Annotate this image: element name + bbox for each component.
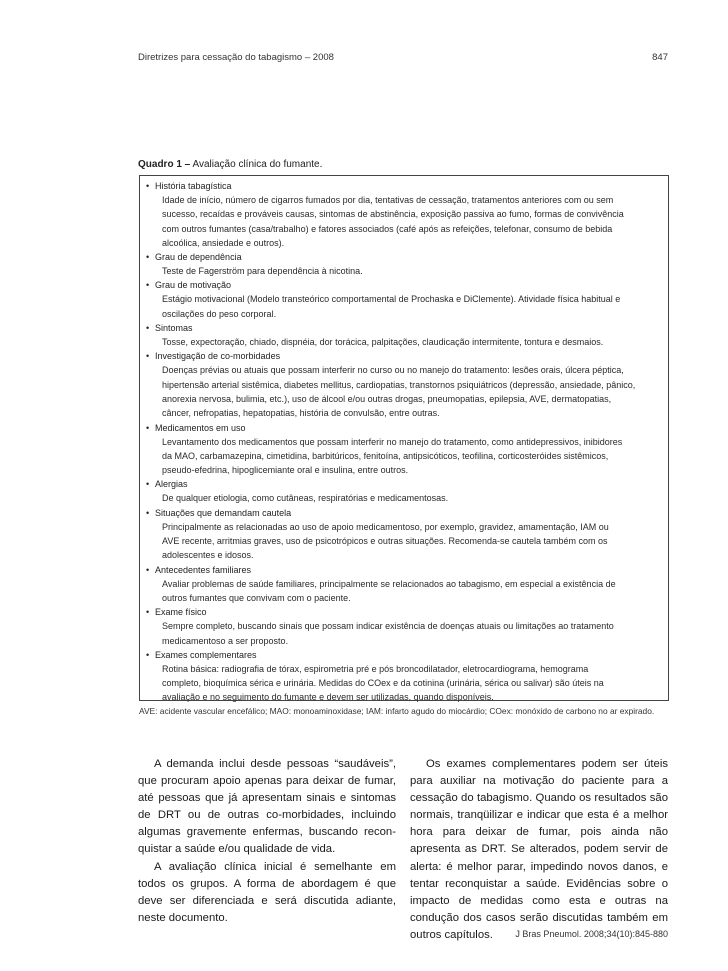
assessment-item-description — [162, 292, 660, 321]
body-paragraph: A avaliação clínica inicial é semelhante em todos os grupos. A forma de abordagem é que deve ser diferenciada e será discutida adiante, neste documento. — [138, 860, 396, 924]
description-line: completo, bioquímica sérica e urinária. Medidas do COex e da cotinina (urinária, sérica ou salivar) são úteis na — [162, 678, 604, 689]
assessment-table-box — [139, 175, 669, 701]
description-line: Tosse, expectoração, chiado, dispnéia, dor torácica, palpitações, claudicação intermitente, tontura e desmaios. — [162, 337, 604, 348]
description-line: Rotina básica: radiografia de tórax, espirometria pré e pós broncodilatador, eletrocardiograma, hemograma — [162, 663, 589, 674]
assessment-item-title: • Grau de motivação — [146, 280, 232, 291]
assessment-item-description — [162, 335, 660, 349]
assessment-item-title: • Sintomas — [146, 323, 193, 334]
assessment-item-list — [140, 176, 668, 705]
assessment-item-description — [162, 264, 660, 278]
assessment-item-title: • Exame físico — [146, 607, 207, 618]
description-line: pseudo-efedrina, hipoglicemiante oral e insulina, entre outros. — [162, 465, 409, 476]
bullet-icon: • — [146, 479, 150, 490]
assessment-item — [146, 278, 660, 321]
assessment-item — [146, 179, 660, 250]
description-line: AVE recente, arritmias graves, uso de psicotrópicos e outras situações. Recomenda-se cautela também com os — [162, 536, 608, 547]
assessment-item-title: • Alergias — [146, 479, 188, 490]
assessment-item-description — [162, 435, 660, 478]
assessment-item-title: • Medicamentos em uso — [146, 422, 246, 433]
bullet-icon: • — [146, 564, 150, 575]
description-line: câncer, nefropatias, hepatopatias, história de convulsão, entre outras. — [162, 408, 440, 419]
assessment-item — [146, 506, 660, 563]
table-footnote: AVE: acidente vascular encefálico; MAO: monoaminoxidase; IAM: infarto agudo do miocárdio; COex: monóxido de carbono no ar expirado. — [139, 706, 655, 716]
description-line: da MAO, carbamazepina, cimetidina, barbitúricos, fenitoína, antipsicóticos, teofilina, corticosteróides sistêmicos, — [162, 450, 609, 461]
running-header — [138, 52, 668, 66]
bullet-icon: • — [146, 607, 150, 618]
description-line: outros fumantes que convivam com o paciente. — [162, 592, 351, 603]
description-line: Principalmente as relacionadas ao uso de apoio medicamentoso, por exemplo, gravidez, amamentação, IAM ou — [162, 521, 609, 532]
bullet-icon: • — [146, 649, 150, 660]
assessment-item-description — [162, 491, 660, 505]
bullet-icon: • — [146, 351, 150, 362]
assessment-item-title: • Exames complementares — [146, 649, 257, 660]
assessment-item — [146, 563, 660, 606]
assessment-item-description — [162, 193, 660, 250]
assessment-item — [146, 477, 660, 505]
description-line: avaliação e no seguimento do fumante e devem ser utilizadas, quando disponíveis. — [162, 692, 494, 703]
description-line: sucesso, recaídas e prováveis causas, sintomas de abstinência, exposição passiva ao fumo, formas de convivência — [162, 209, 624, 220]
assessment-item-description — [162, 577, 660, 606]
description-line: adolescentes e idosos. — [162, 550, 254, 561]
body-paragraph: A demanda inclui desde pessoas “saudáveis”, que procuram apoio apenas para deixar de fumar, até pessoas que já apresentam sinais e sintomas de DRT ou de outras co-morbidades, incluindo algumas gravemente enfermas, buscando reconquistar a saúde e/ou qualidade de vida. — [138, 758, 396, 856]
bullet-icon: • — [146, 280, 150, 291]
assessment-item — [146, 250, 660, 278]
left-column — [138, 756, 396, 927]
assessment-item-description — [162, 520, 660, 563]
assessment-item — [146, 648, 660, 705]
description-line: alcoólica, ansiedade e outros). — [162, 237, 285, 248]
assessment-item-title: • Antecedentes familiares — [146, 564, 252, 575]
assessment-item — [146, 349, 660, 420]
bullet-icon: • — [146, 507, 150, 518]
body-paragraph: Os exames complementares podem ser úteis para auxiliar na motivação do paciente para a cessação do tabagismo. Quando os resultados são normais, tranqüilizar e indicar que esta é a melhor hora para deixar de fumar, pois ainda não apresenta as DRT. Se alterados, podem servir de alerta: é melhor parar, impedindo novos danos, e tentar reconquistar a saúde. Evidências sobre o impacto de medidas como esta e outras na condução dos casos serão discutidas também em outros capítulos. — [410, 758, 668, 941]
journal-citation: J Bras Pneumol. 2008;34(10):845-880 — [515, 929, 668, 939]
assessment-item-description — [162, 662, 660, 705]
running-title: Diretrizes para cessação do tabagismo – 2008 — [138, 52, 334, 63]
assessment-item-title: • Situações que demandam cautela — [146, 507, 292, 518]
assessment-item-description — [162, 619, 660, 648]
bullet-icon: • — [146, 422, 150, 433]
assessment-item-title: • Grau de dependência — [146, 252, 242, 263]
description-line: oscilações do peso corporal. — [162, 308, 277, 319]
page-number: 847 — [652, 52, 668, 63]
description-line: Levantamento dos medicamentos que possam interferir no manejo do tratamento, como antidepressivos, inibidores — [162, 436, 623, 447]
description-line: com outros fumantes (casa/trabalho) e fatores associados (café após as refeições, telefonar, consumo de bebida — [162, 223, 613, 234]
assessment-item — [146, 321, 660, 349]
description-line: Doenças prévias ou atuais que possam interferir no curso ou no manejo do tratamento: lesões orais, úlcera péptica, — [162, 365, 624, 376]
table-caption-text: Avaliação clínica do fumante. — [192, 159, 323, 170]
description-line: hipertensão arterial sistêmica, diabetes mellitus, cardiopatias, transtornos psiquiátricos (depressão, ansiedade, pânico, — [162, 379, 636, 390]
assessment-item-title: • Investigação de co-morbidades — [146, 351, 281, 362]
description-line: anorexia nervosa, bulimia, etc.), uso de álcool e/ou outras drogas, pneumopatias, epilepsia, AVE, dermatopatias, — [162, 393, 612, 404]
assessment-item-description — [162, 363, 660, 420]
description-line: Teste de Fagerström para dependência à nicotina. — [162, 266, 363, 277]
description-line: Idade de início, número de cigarros fumados por dia, tentativas de cessação, tratamentos anteriores com ou sem — [162, 195, 614, 205]
table-caption — [138, 159, 322, 170]
description-line: Avaliar problemas de saúde familiares, principalmente se relacionados ao tabagismo, em especial a existência de — [162, 578, 616, 589]
assessment-item — [146, 605, 660, 648]
description-line: Estágio motivacional (Modelo transteórico comportamental de Prochaska e DiClemente). Atividade física habitual e — [162, 294, 621, 305]
description-line: De qualquer etiologia, como cutâneas, respiratórias e medicamentosas. — [162, 493, 449, 504]
description-line: medicamentoso a ser proposto. — [162, 635, 289, 646]
table-label: Quadro 1 – — [138, 159, 191, 170]
bullet-icon: • — [146, 252, 150, 263]
right-column — [410, 756, 668, 944]
bullet-icon: • — [146, 181, 150, 191]
description-line: Sempre completo, buscando sinais que possam indicar existência de doenças atuais ou limitações ao tratamento — [162, 621, 614, 632]
assessment-item-title: • História tabagística — [146, 181, 232, 191]
assessment-item — [146, 421, 660, 478]
bullet-icon: • — [146, 323, 150, 334]
